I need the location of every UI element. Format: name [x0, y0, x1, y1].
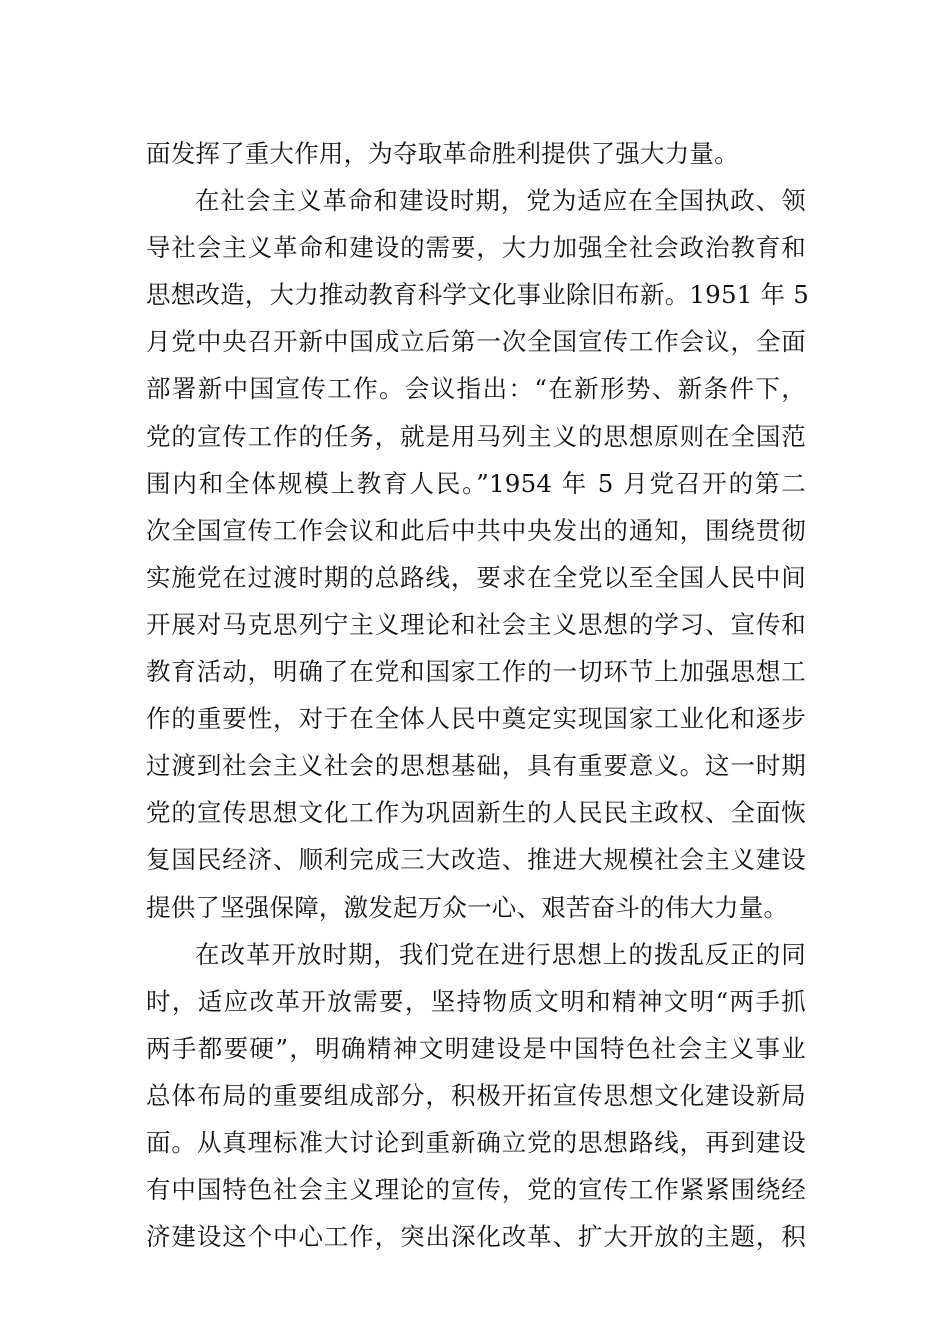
- text-line: 部署新中国宣传工作。会议指出：“在新形势、新条件下，: [146, 374, 806, 404]
- text-line: 有中国特色社会主义理论的宣传，党的宣传工作紧紧围绕经: [146, 1175, 806, 1205]
- text-line: 次全国宣传工作会议和此后中共中央发出的通知，围绕贯彻: [146, 515, 806, 545]
- text-line: 总体布局的重要组成部分，积极开拓宣传思想文化建设新局: [146, 1080, 806, 1110]
- text-line: 复国民经济、顺利完成三大改造、推进大规模社会主义建设: [146, 845, 806, 875]
- text-line: 党的宣传工作的任务，就是用马列主义的思想原则在全国范: [146, 421, 806, 451]
- paragraph-first-line: 在社会主义革命和建设时期，党为适应在全国执政、领: [195, 186, 806, 216]
- text-line: 时，适应改革开放需要，坚持物质文明和精神文明“两手抓: [146, 986, 806, 1016]
- text-line: 实施党在过渡时期的总路线，要求在全党以至全国人民中间: [146, 562, 806, 592]
- text-line: 导社会主义革命和建设的需要，大力加强全社会政治教育和: [146, 233, 806, 263]
- text-line: 面。从真理标准大讨论到重新确立党的思想路线，再到建设: [146, 1127, 806, 1157]
- text-line: 教育活动，明确了在党和国家工作的一切环节上加强思想工: [146, 657, 806, 687]
- text-line: 两手都要硬”，明确精神文明建设是中国特色社会主义事业: [146, 1033, 806, 1063]
- text-line: 过渡到社会主义社会的思想基础，具有重要意义。这一时期: [146, 751, 806, 781]
- text-line: 面发挥了重大作用，为夺取革命胜利提供了强大力量。: [146, 139, 739, 168]
- text-line: 开展对马克思列宁主义理论和社会主义思想的学习、宣传和: [146, 609, 806, 639]
- text-line: 提供了坚强保障，激发起万众一心、艰苦奋斗的伟大力量。: [146, 892, 789, 922]
- text-line: 围内和全体规模上教育人民。”1954 年 5 月党召开的第二: [146, 468, 806, 498]
- text-line: 思想改造，大力推动教育科学文化事业除旧布新。1951 年 5: [146, 280, 810, 310]
- text-line: 月党中央召开新中国成立后第一次全国宣传工作会议，全面: [146, 327, 806, 357]
- text-line: 济建设这个中心工作，突出深化改革、扩大开放的主题，积: [146, 1222, 806, 1252]
- text-line: 作的重要性，对于在全体人民中奠定实现国家工业化和逐步: [146, 704, 806, 734]
- paragraph-first-line: 在改革开放时期，我们党在进行思想上的拨乱反正的同: [195, 939, 806, 969]
- body-text: [146, 130, 810, 1260]
- text-line: 党的宣传思想文化工作为巩固新生的人民民主政权、全面恢: [146, 798, 806, 828]
